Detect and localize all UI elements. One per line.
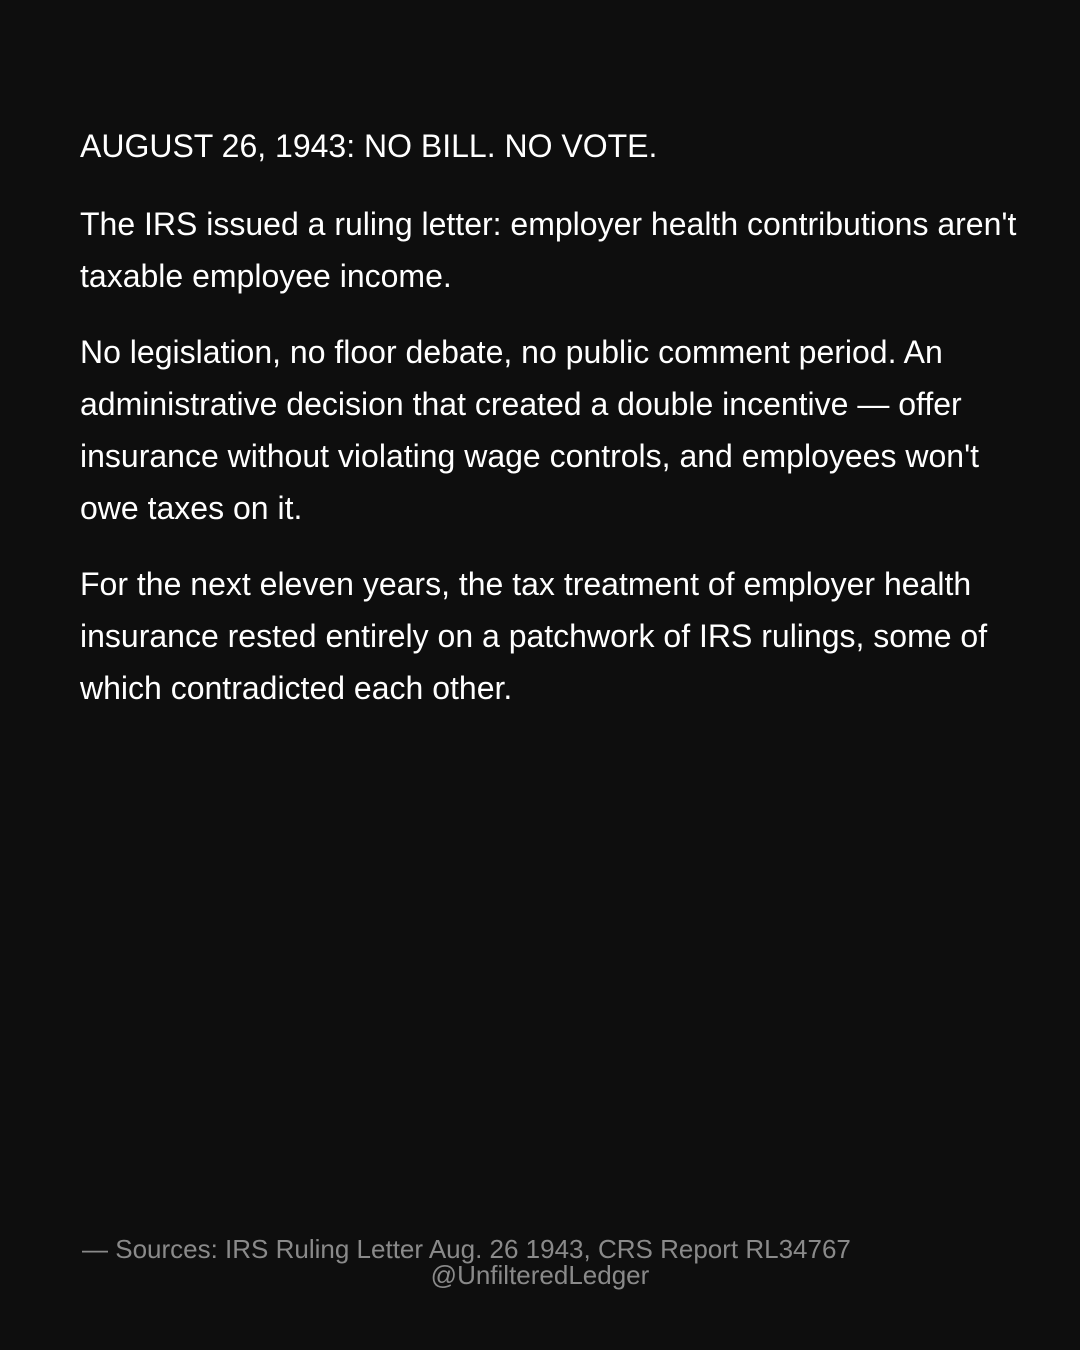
paragraph-next-eleven-years: For the next eleven years, the tax treatment of employer health insurance rested entirely on a patchwork of IRS rulings, some of which contradicted each other.	[80, 566, 988, 706]
paragraph-ruling: The IRS issued a ruling letter: employer health contributions aren't taxable employee income.	[80, 206, 1017, 294]
post-heading: AUGUST 26, 1943: NO BILL. NO VOTE.	[80, 128, 658, 164]
sources-line: — Sources: IRS Ruling Letter Aug. 26 1943, CRS Report RL34767	[82, 1234, 851, 1264]
paragraph-no-legislation: No legislation, no floor debate, no public comment period. An administrative decision that created a double incentive — offer insurance without violating wage controls, and employees won't owe taxes on it.	[80, 334, 980, 526]
post-body	[80, 124, 1020, 738]
author-handle: @UnfilteredLedger	[430, 1260, 650, 1290]
